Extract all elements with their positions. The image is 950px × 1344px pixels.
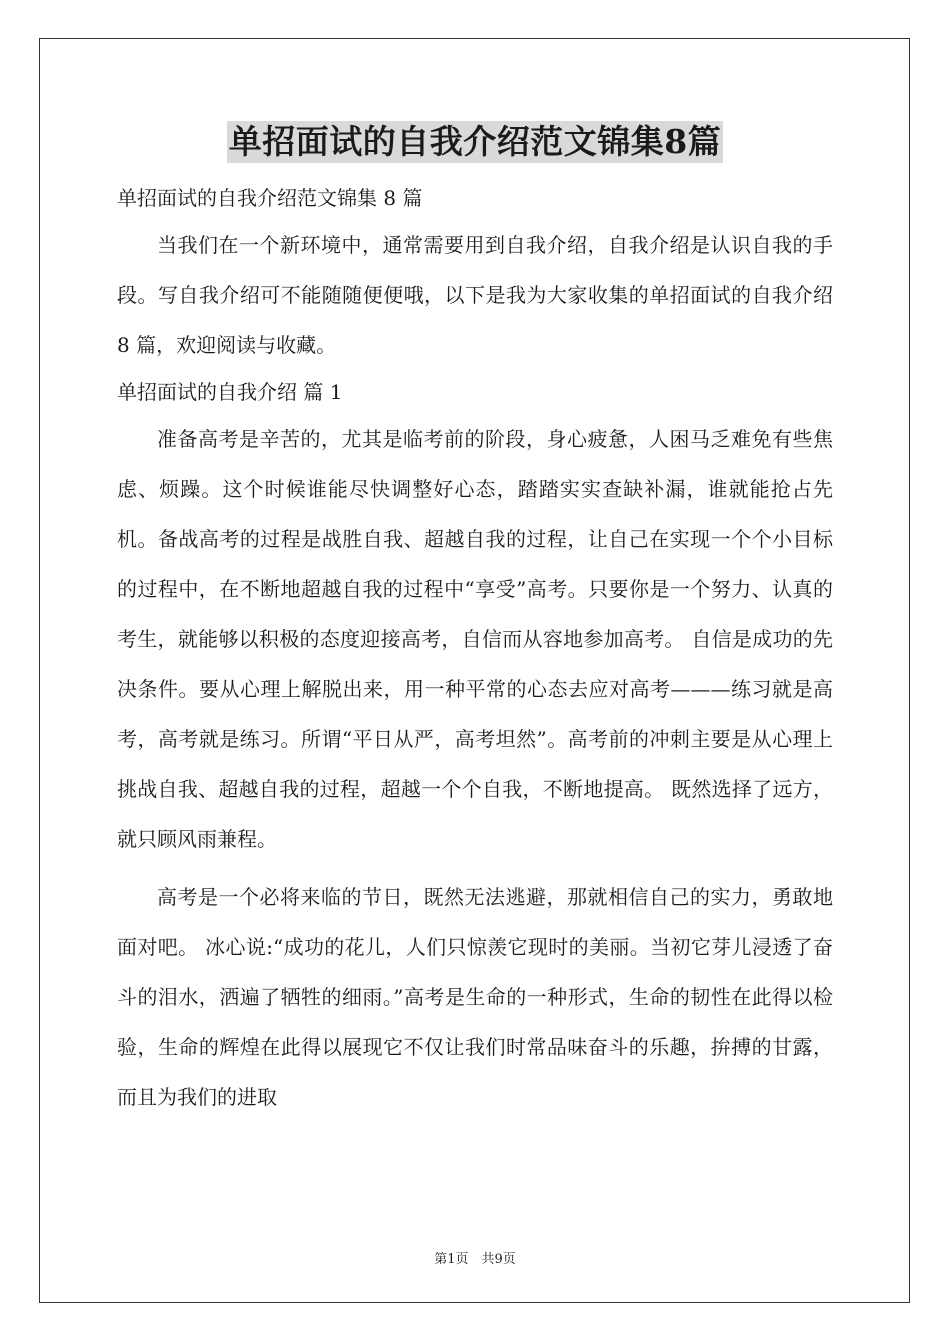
title-container — [117, 120, 833, 176]
document-title: 单招面试的自我介绍范文锦集8篇 — [228, 122, 722, 161]
section-heading: 单招面试的自我介绍 篇 1 — [117, 380, 343, 404]
body-paragraph: 高考是一个必将来临的节日，既然无法逃避，那就相信自己的实力，勇敢地面对吧。 冰心说:“成功的花儿，人们只惊羡它现时的美丽。当初它芽儿浸透了奋斗的泪水，洒遍了牺牲的细雨。”高考是生命的一种形式，生命的韧性在此得以检验，生命的辉煌在此得以展现它不仅让我们时常品味奋斗的乐趣，拚搏的甘露，而且为我们的进取 — [117, 885, 833, 1109]
body-paragraph: 准备高考是辛苦的，尤其是临考前的阶段，身心疲惫，人困马乏难免有些焦虑、烦躁。这个时候谁能尽快调整好心态，踏踏实实查缺补漏，谁就能抢占先机。备战高考的过程是战胜自我、超越自我的过程，让自己在实现一个个小目标的过程中，在不断地超越自我的过程中“享受”高考。只要你是一个努力、认真的考生，就能够以积极的态度迎接高考，自信而从容地参加高考。 自信是成功的先决条件。要从心理上解脱出来，用一种平常的心态去应对高考———练习就是高考，高考就是练习。所谓“平日从严，高考坦然”。高考前的冲刺主要是从心理上挑战自我、超越自我的过程，超越一个个自我，不断地提高。 既然选择了远方，就只顾风雨兼程。 — [117, 427, 833, 851]
document-subtitle: 单招面试的自我介绍范文锦集 8 篇 — [117, 186, 423, 210]
document-body — [117, 120, 833, 1122]
page-number: 第1页 共9页 — [434, 1252, 516, 1267]
intro-paragraph: 当我们在一个新环境中，通常需要用到自我介绍，自我介绍是认识自我的手段。写自我介绍可不能随随便便哦，以下是我为大家收集的单招面试的自我介绍 8 篇，欢迎阅读与收藏。 — [117, 233, 833, 357]
